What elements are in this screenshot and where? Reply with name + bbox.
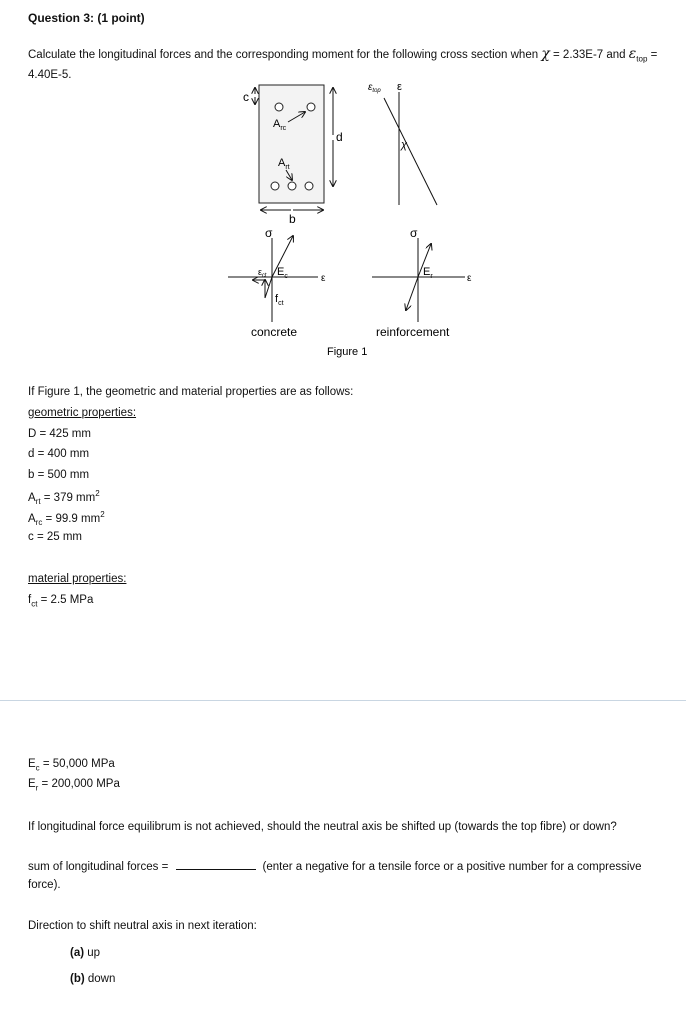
label-art: $A_{rt}$ <box>278 157 290 171</box>
prop-fct: $f_{ct} = 2.5$ MPa <box>28 594 94 609</box>
chi-symbol: χ <box>541 46 550 62</box>
sum-answer-blank[interactable] <box>176 869 256 870</box>
label-eps: ε <box>397 81 402 93</box>
sum-hint-continued: force). <box>28 879 61 891</box>
sum-hint: (enter a negative for a tensile force or a positive number for a compressive <box>262 861 642 873</box>
option-down[interactable]: (b) down <box>70 973 116 985</box>
concrete-tension-branch <box>265 277 272 298</box>
top-rebar <box>307 103 315 111</box>
concrete-eps-label: ε <box>321 273 326 284</box>
label-chi: χ <box>401 139 408 151</box>
eps-subscript: top <box>636 54 648 64</box>
sum-label: sum of longitudinal forces = <box>28 861 172 873</box>
eps-value: = 4.40E-5. <box>28 49 658 82</box>
prop-c: c = 25 mm <box>28 531 83 543</box>
strain-line <box>384 98 437 205</box>
question-title: Question 3: (1 point) <box>28 11 145 25</box>
label-er: $E_r$ <box>423 266 433 280</box>
label-concrete: concrete <box>251 325 298 339</box>
material-heading: material properties: <box>28 573 127 585</box>
chi-value: = 2.33E-7 and <box>549 49 629 61</box>
label-fct: $f_{ct}$ <box>275 293 284 307</box>
geometric-heading: geometric properties: <box>28 407 137 419</box>
label-ect: $\varepsilon_{ct}$ <box>258 267 267 279</box>
prop-art: $A_{rt} = 379$ $mm^2$ <box>28 489 100 507</box>
prop-ec: $E_c = 50,000$ MPa <box>28 758 115 773</box>
rebar-line-down <box>406 277 418 310</box>
prop-arc: $A_{rc} = 99.9$ $mm^2$ <box>28 510 105 528</box>
props-intro: If Figure 1, the geometric and material properties are as follows: <box>28 386 354 398</box>
figure-caption: Figure 1 <box>327 346 368 358</box>
label-c: c <box>243 90 249 104</box>
top-rebar <box>275 103 283 111</box>
bottom-rebar <box>271 182 279 190</box>
label-eps-top: $\varepsilon_{top}$ <box>368 82 381 94</box>
prop-d: d = 400 mm <box>28 448 90 460</box>
label-arc: $A_{rc}$ <box>273 118 287 132</box>
label-ec: $E_c$ <box>277 266 288 280</box>
bottom-rebar <box>305 182 313 190</box>
rebar-eps-label: ε <box>467 273 472 284</box>
prop-er: $E_r = 200,000$ MPa <box>28 778 120 793</box>
label-d: d <box>336 130 343 144</box>
label-reinforcement: reinforcement <box>376 325 450 339</box>
concrete-sigma-label: σ <box>265 226 273 240</box>
label-b: b <box>289 212 296 226</box>
option-up[interactable]: (a) up <box>70 947 101 959</box>
equilibrium-question: If longitudinal force equilibrum is not achieved, should the neutral axis be shifted up (towards the top fibre) or down? <box>28 821 617 833</box>
eps-symbol: ε <box>628 46 637 62</box>
direction-label: Direction to shift neutral axis in next iteration: <box>28 920 257 932</box>
figure-1 <box>0 0 686 370</box>
rebar-sigma-label: σ <box>410 226 418 240</box>
prop-D: D = 425 mm <box>28 428 91 440</box>
section-divider <box>0 700 686 701</box>
sum-forces-row <box>28 861 642 873</box>
bottom-rebar <box>288 182 296 190</box>
prop-b: b = 500 mm <box>28 469 90 481</box>
prompt-text: Calculate the longitudinal forces and the corresponding moment for the following cross section when <box>28 49 542 61</box>
